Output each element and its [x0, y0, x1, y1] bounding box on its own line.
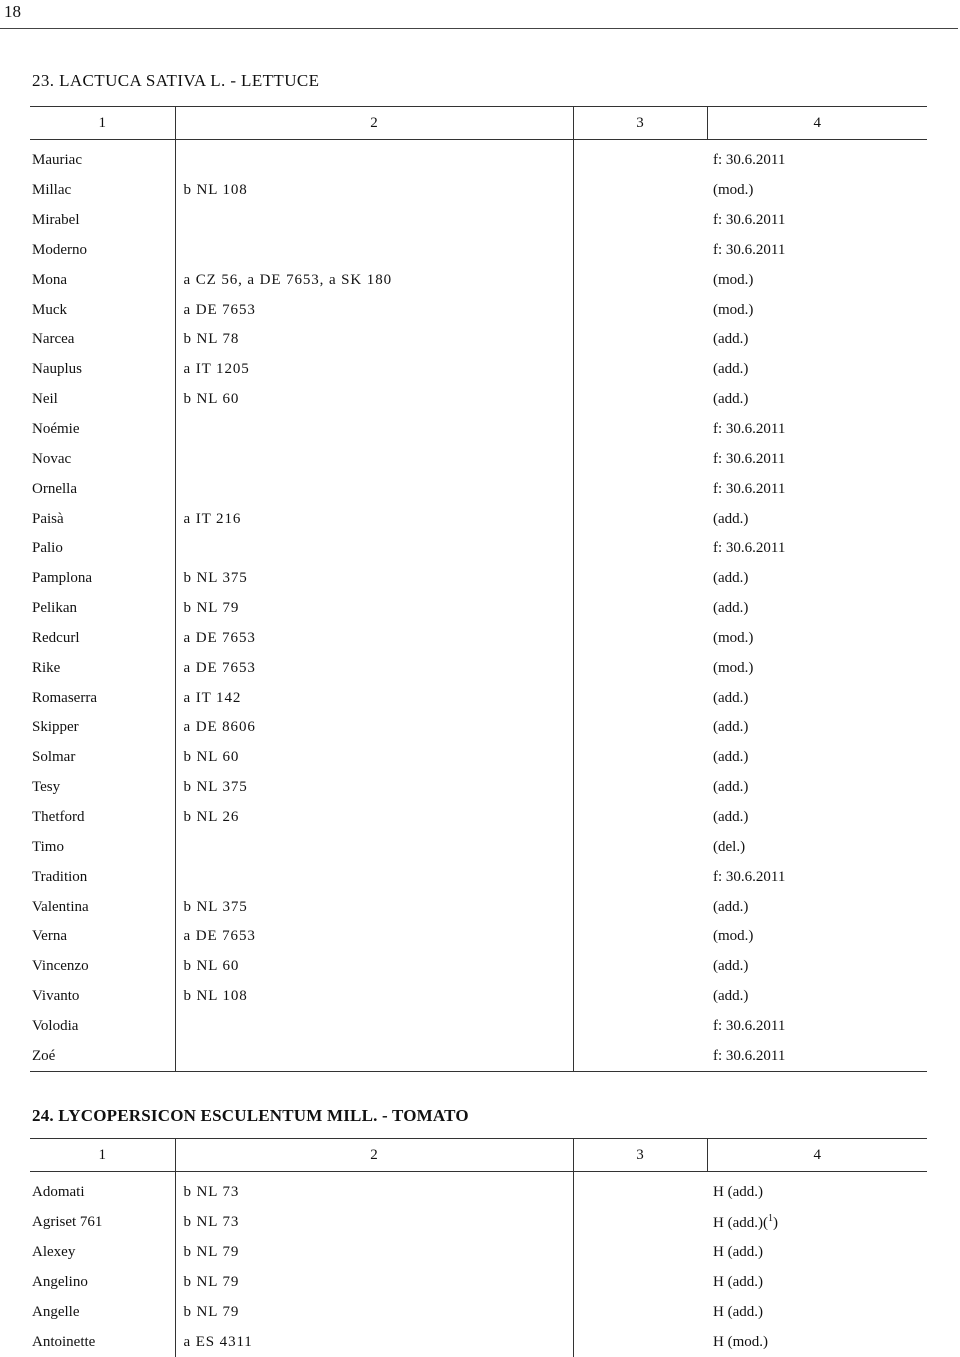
variety-name-cell: Palio [30, 534, 175, 564]
table-row [30, 803, 927, 833]
variety-name-cell: Paisà [30, 504, 175, 534]
variety-name-cell: Timo [30, 832, 175, 862]
column-3-cell [573, 325, 707, 355]
column-3-cell [573, 444, 707, 474]
variety-name-cell: Vincenzo [30, 952, 175, 982]
maintainer-cell [175, 415, 573, 445]
column-3-cell [573, 803, 707, 833]
column-3-cell [573, 743, 707, 773]
remark-cell: (add.) [707, 713, 927, 743]
maintainer-cell: a IT 142 [175, 683, 573, 713]
table-row [30, 1172, 927, 1208]
table-row [30, 265, 927, 295]
maintainer-cell: b NL 108 [175, 176, 573, 206]
variety-name-cell: Adomati [30, 1172, 175, 1208]
table-row [30, 743, 927, 773]
remark-cell: f: 30.6.2011 [707, 1041, 927, 1071]
maintainer-cell: b NL 73 [175, 1172, 573, 1208]
column-3-cell [573, 1208, 707, 1238]
remark-cell: (add.) [707, 564, 927, 594]
maintainer-cell [175, 1011, 573, 1041]
remark-cell: f: 30.6.2011 [707, 474, 927, 504]
table-row [30, 140, 927, 176]
table-row [30, 1208, 927, 1238]
maintainer-cell: a DE 8606 [175, 713, 573, 743]
remark-cell: f: 30.6.2011 [707, 206, 927, 236]
header-rule [0, 28, 958, 29]
remark-cell: (mod.) [707, 922, 927, 952]
remark-cell: H (mod.) [707, 1327, 927, 1357]
maintainer-cell: b NL 60 [175, 952, 573, 982]
table-row [30, 773, 927, 803]
table-row [30, 564, 927, 594]
remark-cell: (mod.) [707, 295, 927, 325]
column-header: 1 [30, 1139, 175, 1172]
remark-cell: (del.) [707, 832, 927, 862]
maintainer-cell [175, 140, 573, 176]
variety-name-cell: Antoinette [30, 1327, 175, 1357]
maintainer-cell: b NL 79 [175, 1238, 573, 1268]
table-row [30, 862, 927, 892]
variety-name-cell: Angelle [30, 1297, 175, 1327]
remark-cell: H (add.) [707, 1238, 927, 1268]
remark-cell: f: 30.6.2011 [707, 236, 927, 266]
variety-name-cell: Skipper [30, 713, 175, 743]
table-row [30, 594, 927, 624]
variety-name-cell: Mauriac [30, 140, 175, 176]
maintainer-cell [175, 206, 573, 236]
table-row [30, 295, 927, 325]
table-body [30, 140, 927, 1072]
variety-name-cell: Alexey [30, 1238, 175, 1268]
column-3-cell [573, 385, 707, 415]
column-3-cell [573, 862, 707, 892]
column-header: 2 [175, 1139, 573, 1172]
column-header: 4 [707, 107, 927, 140]
remark-cell: (add.) [707, 504, 927, 534]
column-3-cell [573, 1327, 707, 1357]
remark-cell: (add.) [707, 325, 927, 355]
table-row [30, 624, 927, 654]
table-row [30, 176, 927, 206]
maintainer-cell: b NL 26 [175, 803, 573, 833]
remark-cell: (add.) [707, 773, 927, 803]
column-header: 1 [30, 107, 175, 140]
column-3-cell [573, 653, 707, 683]
variety-name-cell: Agriset 761 [30, 1208, 175, 1238]
maintainer-cell [175, 1041, 573, 1071]
column-3-cell [573, 564, 707, 594]
variety-name-cell: Vivanto [30, 982, 175, 1012]
table-row [30, 534, 927, 564]
remark-cell: H (add.) [707, 1172, 927, 1208]
table-row [30, 1041, 927, 1071]
remark-cell: f: 30.6.2011 [707, 415, 927, 445]
column-3-cell [573, 206, 707, 236]
column-3-cell [573, 265, 707, 295]
maintainer-cell: a IT 1205 [175, 355, 573, 385]
table-row [30, 206, 927, 236]
variety-name-cell: Solmar [30, 743, 175, 773]
remark-cell: (mod.) [707, 624, 927, 654]
maintainer-cell: b NL 375 [175, 564, 573, 594]
column-3-cell [573, 892, 707, 922]
table-body [30, 1172, 927, 1357]
variety-name-cell: Ornella [30, 474, 175, 504]
column-3-cell [573, 1297, 707, 1327]
maintainer-cell: a DE 7653 [175, 653, 573, 683]
variety-name-cell: Angelino [30, 1268, 175, 1298]
table-row [30, 1238, 927, 1268]
column-3-cell [573, 415, 707, 445]
variety-name-cell: Millac [30, 176, 175, 206]
maintainer-cell [175, 474, 573, 504]
table-header [30, 107, 927, 140]
column-3-cell [573, 295, 707, 325]
remark-cell: f: 30.6.2011 [707, 534, 927, 564]
variety-name-cell: Mirabel [30, 206, 175, 236]
column-3-cell [573, 624, 707, 654]
remark-cell: f: 30.6.2011 [707, 444, 927, 474]
remark-cell: (add.) [707, 385, 927, 415]
variety-name-cell: Rike [30, 653, 175, 683]
section-title-tomato: 24. LYCOPERSICON ESCULENTUM MILL. - TOMATO [32, 1106, 469, 1126]
remark-cell: (add.) [707, 803, 927, 833]
maintainer-cell: b NL 78 [175, 325, 573, 355]
variety-name-cell: Novac [30, 444, 175, 474]
variety-name-cell: Redcurl [30, 624, 175, 654]
variety-name-cell: Tradition [30, 862, 175, 892]
remark-cell: (add.) [707, 982, 927, 1012]
maintainer-cell: a ES 4311 [175, 1327, 573, 1357]
column-3-cell [573, 952, 707, 982]
column-3-cell [573, 504, 707, 534]
column-3-cell [573, 1011, 707, 1041]
variety-name-cell: Nauplus [30, 355, 175, 385]
table-row [30, 922, 927, 952]
variety-name-cell: Moderno [30, 236, 175, 266]
column-header: 3 [573, 1139, 707, 1172]
table-row [30, 385, 927, 415]
remark-cell: f: 30.6.2011 [707, 140, 927, 176]
table-row [30, 982, 927, 1012]
column-3-cell [573, 355, 707, 385]
table-row [30, 713, 927, 743]
column-3-cell [573, 236, 707, 266]
table-row [30, 653, 927, 683]
column-3-cell [573, 832, 707, 862]
remark-cell: (mod.) [707, 653, 927, 683]
remark-cell: (add.) [707, 355, 927, 385]
maintainer-cell [175, 236, 573, 266]
remark-cell: f: 30.6.2011 [707, 862, 927, 892]
maintainer-cell [175, 444, 573, 474]
column-3-cell [573, 683, 707, 713]
remark-cell: (add.) [707, 743, 927, 773]
lettuce-table [30, 106, 927, 1072]
table-row [30, 892, 927, 922]
remark-cell: f: 30.6.2011 [707, 1011, 927, 1041]
column-3-cell [573, 713, 707, 743]
table-row [30, 952, 927, 982]
column-3-cell [573, 922, 707, 952]
maintainer-cell: a IT 216 [175, 504, 573, 534]
maintainer-cell [175, 862, 573, 892]
variety-name-cell: Zoé [30, 1041, 175, 1071]
maintainer-cell: a CZ 56, a DE 7653, a SK 180 [175, 265, 573, 295]
maintainer-cell: a DE 7653 [175, 922, 573, 952]
column-header: 4 [707, 1139, 927, 1172]
maintainer-cell [175, 832, 573, 862]
remark-cell: H (add.) [707, 1268, 927, 1298]
maintainer-cell: b NL 375 [175, 892, 573, 922]
variety-name-cell: Volodia [30, 1011, 175, 1041]
remark-cell: (add.) [707, 892, 927, 922]
maintainer-cell: b NL 375 [175, 773, 573, 803]
remark-text-close: ) [773, 1215, 778, 1231]
column-3-cell [573, 474, 707, 504]
remark-cell: (add.) [707, 683, 927, 713]
remark-cell: (mod.) [707, 176, 927, 206]
table-row [30, 415, 927, 445]
table-row [30, 236, 927, 266]
maintainer-cell: b NL 79 [175, 1297, 573, 1327]
variety-name-cell: Pelikan [30, 594, 175, 624]
column-header: 3 [573, 107, 707, 140]
variety-name-cell: Muck [30, 295, 175, 325]
table-row [30, 1268, 927, 1298]
table-row [30, 832, 927, 862]
column-3-cell [573, 140, 707, 176]
maintainer-cell: b NL 79 [175, 1268, 573, 1298]
table-row [30, 444, 927, 474]
table-row [30, 504, 927, 534]
remark-text: H (add.)( [713, 1215, 768, 1231]
column-3-cell [573, 1041, 707, 1071]
table-row [30, 325, 927, 355]
column-header: 2 [175, 107, 573, 140]
variety-name-cell: Tesy [30, 773, 175, 803]
table-row [30, 474, 927, 504]
remark-cell: H (add.) [707, 1297, 927, 1327]
variety-name-cell: Mona [30, 265, 175, 295]
maintainer-cell: a DE 7653 [175, 295, 573, 325]
maintainer-cell [175, 534, 573, 564]
variety-name-cell: Verna [30, 922, 175, 952]
variety-name-cell: Valentina [30, 892, 175, 922]
table-row [30, 355, 927, 385]
remark-cell [707, 1208, 927, 1238]
column-3-cell [573, 1172, 707, 1208]
column-3-cell [573, 176, 707, 206]
variety-name-cell: Noémie [30, 415, 175, 445]
footnote-marker: 1 [768, 1213, 773, 1224]
tomato-table [30, 1138, 927, 1357]
variety-name-cell: Thetford [30, 803, 175, 833]
maintainer-cell: b NL 60 [175, 743, 573, 773]
column-3-cell [573, 982, 707, 1012]
table-row [30, 1011, 927, 1041]
maintainer-cell: b NL 79 [175, 594, 573, 624]
variety-name-cell: Narcea [30, 325, 175, 355]
column-3-cell [573, 534, 707, 564]
maintainer-cell: b NL 73 [175, 1208, 573, 1238]
column-3-cell [573, 1268, 707, 1298]
table-row [30, 1327, 927, 1357]
section-title-lettuce: 23. LACTUCA SATIVA L. - LETTUCE [32, 71, 319, 91]
page-number: 18 [4, 2, 21, 22]
table-header [30, 1139, 927, 1172]
maintainer-cell: b NL 108 [175, 982, 573, 1012]
variety-name-cell: Pamplona [30, 564, 175, 594]
table-row [30, 683, 927, 713]
column-3-cell [573, 1238, 707, 1268]
variety-name-cell: Neil [30, 385, 175, 415]
column-3-cell [573, 773, 707, 803]
column-3-cell [573, 594, 707, 624]
maintainer-cell: b NL 60 [175, 385, 573, 415]
maintainer-cell: a DE 7653 [175, 624, 573, 654]
remark-cell: (add.) [707, 594, 927, 624]
table-row [30, 1297, 927, 1327]
remark-cell: (add.) [707, 952, 927, 982]
variety-name-cell: Romaserra [30, 683, 175, 713]
remark-cell: (mod.) [707, 265, 927, 295]
